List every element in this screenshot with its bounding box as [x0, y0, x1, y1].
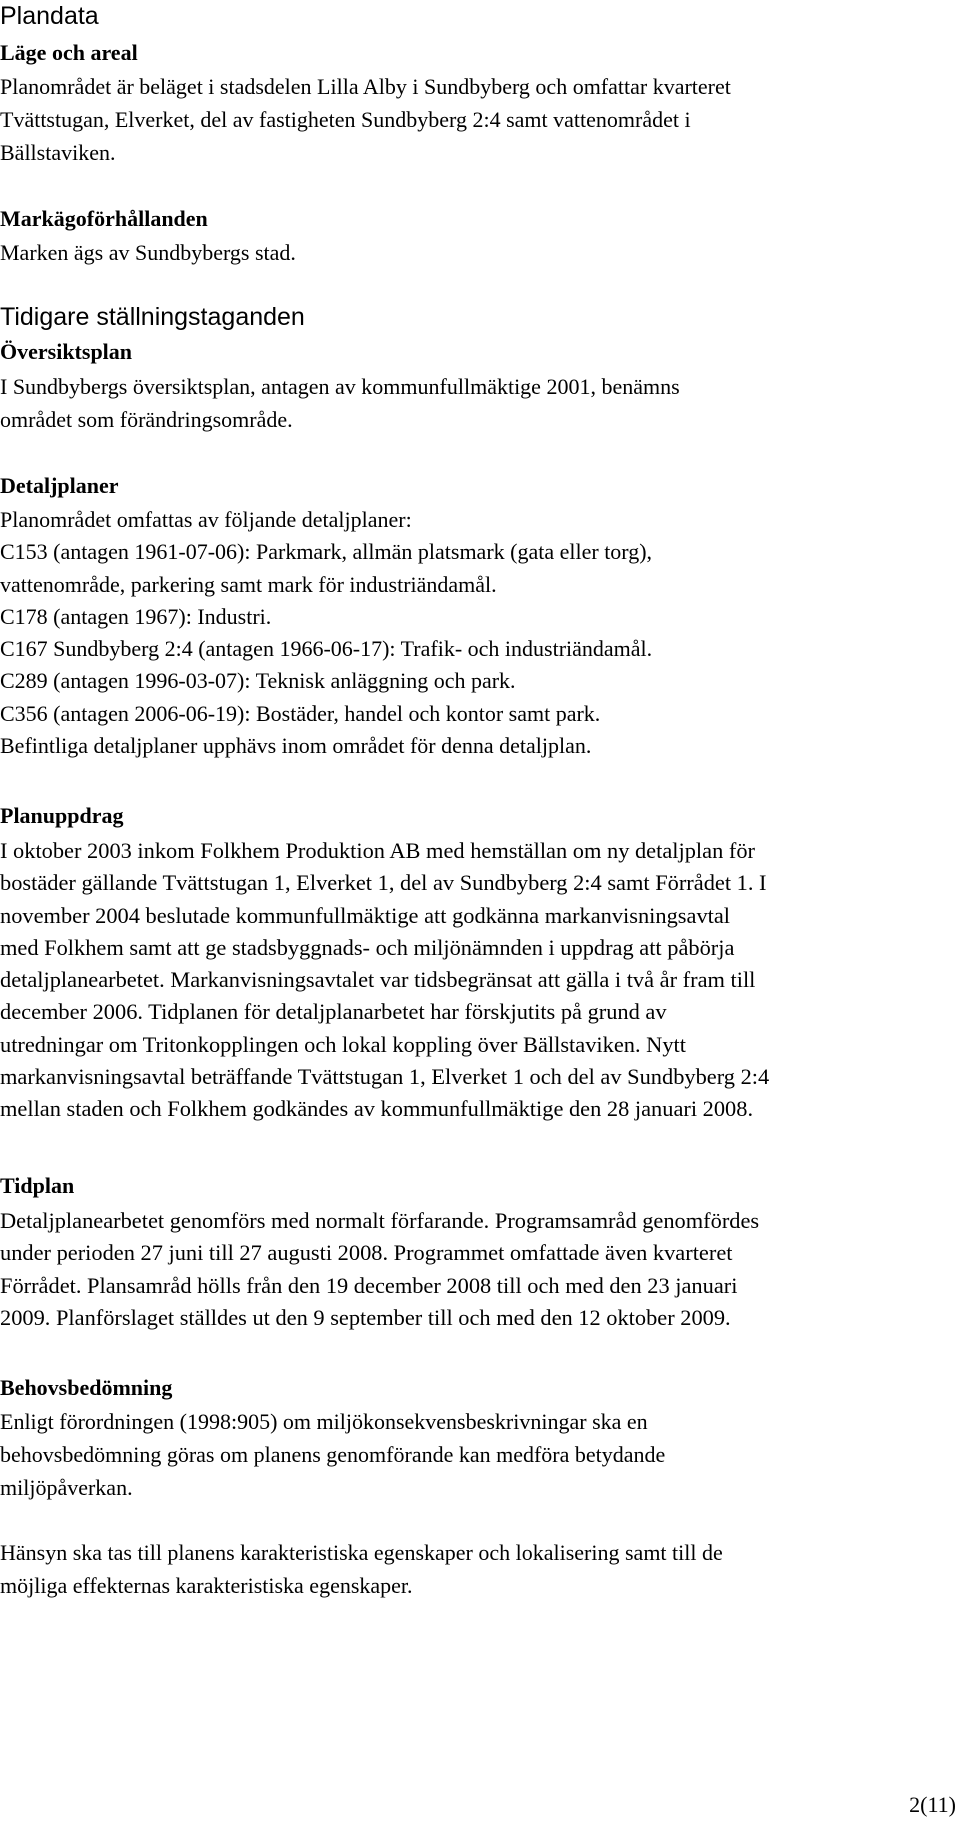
section-paragraph-lage — [0, 70, 960, 169]
paragraph-line: 2009. Planförslaget ställdes ut den 9 september till och med den 12 oktober 2009. — [0, 1304, 731, 1330]
paragraph-line: C153 (antagen 1961-07-06): Parkmark, allmän platsmark (gata eller torg), — [0, 539, 653, 565]
section-paragraph-oversikt — [0, 370, 960, 436]
section-heading-tidplan: Tidplan — [0, 1173, 75, 1198]
paragraph-line: december 2006. Tidplanen för detaljplanarbetet har förskjutits på grund av — [0, 999, 667, 1025]
paragraph-line: detaljplanearbetet. Markanvisningsavtalet var tidsbegränsat att gälla i två år fram till — [0, 967, 756, 993]
page-number: 2(11) — [909, 1792, 956, 1817]
section-heading-tidigare: Tidigare ställningstaganden — [0, 303, 305, 331]
paragraph-line: november 2004 beslutade kommunfullmäktige att godkänna markanvisningsavtal — [0, 902, 731, 928]
paragraph-line: markanvisningsavtal beträffande Tvättstugan 1, Elverket 1 och del av Sundbyberg 2:4 — [0, 1064, 770, 1090]
section-heading-uppdrag: Planuppdrag — [0, 803, 124, 828]
section-paragraph-hansyn — [0, 1536, 960, 1602]
paragraph-line: Tvättstugan, Elverket, del av fastigheten Sundbyberg 2:4 samt vattenområdet i — [0, 107, 691, 132]
paragraph-line: Planområdet är beläget i stadsdelen Lilla Alby i Sundbyberg och omfattar kvarteret — [0, 74, 731, 99]
paragraph-line: Planområdet omfattas av följande detaljplaner: — [0, 507, 412, 532]
paragraph-line: Förrådet. Plansamråd hölls från den 19 december 2008 till och med den 23 januari — [0, 1272, 738, 1298]
paragraph-line: Bällstaviken. — [0, 140, 116, 165]
section-paragraph-uppdrag — [0, 835, 960, 1126]
paragraph-line: Befintliga detaljplaner upphävs inom området för denna detaljplan. — [0, 733, 592, 759]
paragraph-line: Enligt förordningen (1998:905) om miljökonsekvensbeskrivningar ska en — [0, 1409, 648, 1434]
paragraph-line: C289 (antagen 1996-03-07): Teknisk anläggning och park. — [0, 668, 516, 694]
paragraph-line: vattenområde, parkering samt mark för industriändamål. — [0, 571, 497, 597]
paragraph-line: området som förändringsområde. — [0, 407, 293, 432]
section-paragraph-detalj — [0, 504, 960, 762]
paragraph-line: I oktober 2003 inkom Folkhem Produktion AB med hemställan om ny detaljplan för — [0, 838, 755, 863]
section-heading-detalj: Detaljplaner — [0, 473, 119, 498]
section-paragraph-mark — [0, 236, 960, 269]
section-heading-mark: Markägoförhållanden — [0, 206, 208, 231]
page-title: Plandata — [0, 2, 99, 30]
paragraph-line: I Sundbybergs översiktsplan, antagen av kommunfullmäktige 2001, benämns — [0, 374, 680, 399]
paragraph-line: C178 (antagen 1967): Industri. — [0, 603, 272, 629]
paragraph-line: med Folkhem samt att ge stadsbyggnads- och miljönämnden i uppdrag att påbörja — [0, 934, 735, 960]
paragraph-line: behovsbedömning göras om planens genomförande kan medföra betydande — [0, 1442, 666, 1467]
paragraph-line: Marken ägs av Sundbybergs stad. — [0, 240, 296, 265]
paragraph-line: möjliga effekternas karakteristiska egenskaper. — [0, 1573, 413, 1598]
section-heading-behov: Behovsbedömning — [0, 1375, 173, 1400]
section-paragraph-behov — [0, 1405, 960, 1504]
paragraph-line: bostäder gällande Tvättstugan 1, Elverket 1, del av Sundbyberg 2:4 samt Förrådet 1. I — [0, 870, 767, 896]
paragraph-line: C167 Sundbyberg 2:4 (antagen 1966-06-17): Trafik- och industriändamål. — [0, 636, 653, 662]
paragraph-line: miljöpåverkan. — [0, 1475, 133, 1500]
paragraph-line: mellan staden och Folkhem godkändes av kommunfullmäktige den 28 januari 2008. — [0, 1096, 754, 1122]
section-heading-lage: Läge och areal — [0, 40, 138, 65]
paragraph-line: Hänsyn ska tas till planens karakteristiska egenskaper och lokalisering samt till de — [0, 1540, 723, 1565]
paragraph-line: C356 (antagen 2006-06-19): Bostäder, handel och kontor samt park. — [0, 700, 601, 726]
paragraph-line: Detaljplanearbetet genomförs med normalt förfarande. Programsamråd genomfördes — [0, 1208, 760, 1233]
paragraph-line: under perioden 27 juni till 27 augusti 2008. Programmet omfattade även kvarteret — [0, 1240, 733, 1266]
section-heading-oversikt: Översiktsplan — [0, 339, 133, 364]
section-paragraph-tidplan — [0, 1205, 960, 1334]
paragraph-line: utredningar om Tritonkopplingen och lokal koppling över Bällstaviken. Nytt — [0, 1031, 686, 1057]
